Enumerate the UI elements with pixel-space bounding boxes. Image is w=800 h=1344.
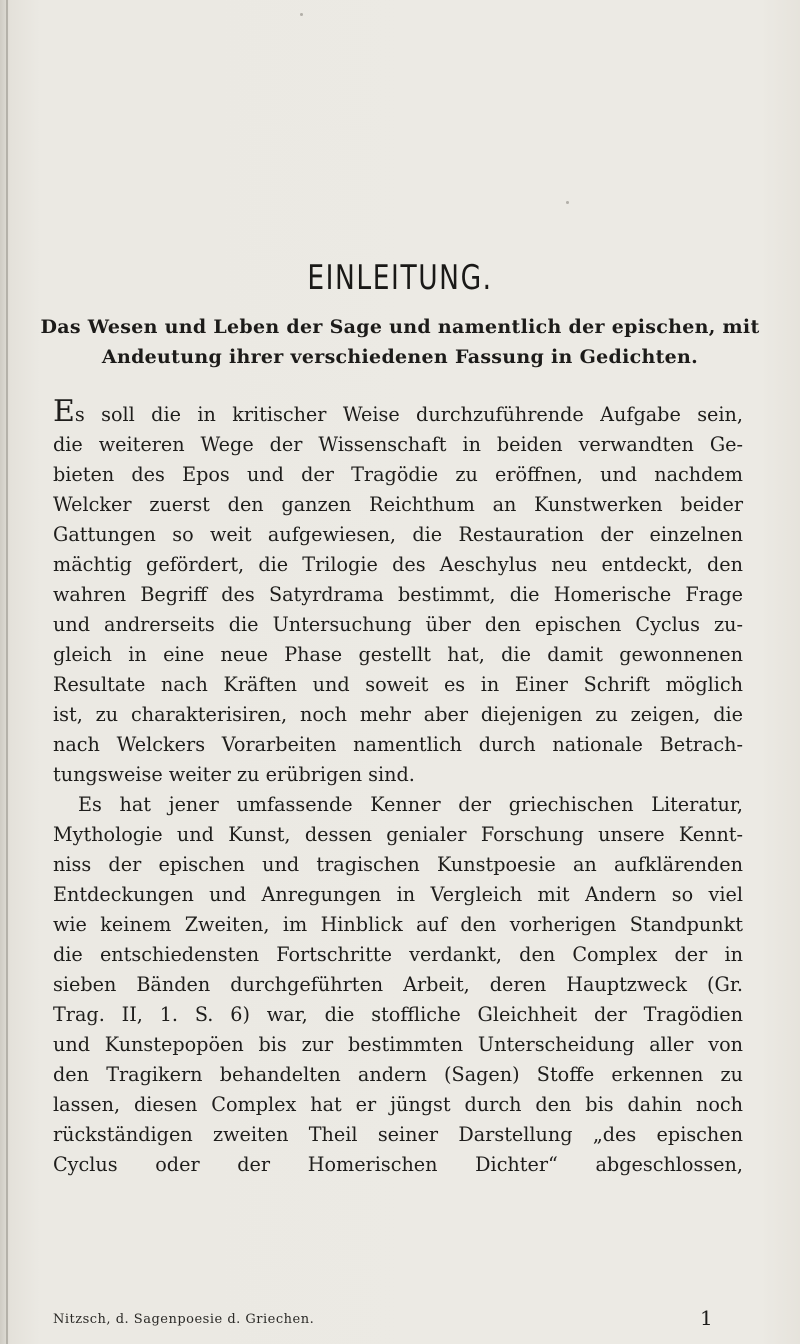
paragraph-1-line-11: ist, zu charakterisiren, noch mehr aber diejenigen zu zeigen, die — [53, 703, 743, 726]
paragraph-2-line-5: wie keinem Zweiten, im Hinblick auf den vorherigen Standpunkt — [53, 913, 743, 936]
paragraph-1-line-6: mächtig gefördert, die Trilogie des Aeschylus neu entdeckt, den — [53, 553, 743, 576]
paragraph-2-line-4: Entdeckungen und Anregungen in Vergleich mit Andern so viel — [53, 883, 743, 906]
paragraph-1-line-2: die weiteren Wege der Wissenschaft in beiden verwandten Ge- — [53, 433, 743, 456]
signature-page-number: 1 — [700, 1306, 713, 1330]
paragraph-1-line-3: bieten des Epos und der Tragödie zu eröffnen, und nachdem — [53, 463, 743, 486]
paper-speck — [300, 13, 303, 16]
paragraph-2-line-12: rückständigen zweiten Theil seiner Darstellung „des epischen — [53, 1123, 743, 1146]
paragraph-1-line-8: und andrerseits die Untersuchung über den epischen Cyclus zu- — [53, 613, 743, 636]
paragraph-1-line-7: wahren Begriff des Satyrdrama bestimmt, die Homerische Frage — [53, 583, 743, 606]
chapter-heading: EINLEITUNG. — [307, 258, 493, 298]
paragraph-2-line-11: lassen, diesen Complex hat er jüngst durch den bis dahin noch — [53, 1093, 743, 1116]
paragraph-2-line-10: den Tragikern behandelten andern (Sagen) Stoffe erkennen zu — [53, 1063, 743, 1086]
paragraph-2-line-8: Trag. II, 1. S. 6) war, die stoffliche Gleichheit der Tragödien — [53, 1003, 743, 1026]
paragraph-1-line-12: nach Welckers Vorarbeiten namentlich durch nationale Betrach- — [53, 733, 743, 756]
paragraph-1-line-1 — [53, 394, 743, 430]
paragraph-2-line-2: Mythologie und Kunst, dessen genialer Forschung unsere Kennt- — [53, 823, 743, 846]
paragraph-1-line-10: Resultate nach Kräften und soweit es in Einer Schrift möglich — [53, 673, 743, 696]
paragraph-1-line-5: Gattungen so weit aufgewiesen, die Restauration der einzelnen — [53, 523, 743, 546]
paragraph-2-line-9: und Kunstepopöen bis zur bestimmten Unterscheidung aller von — [53, 1033, 743, 1056]
paragraph-2-line-6: die entschiedensten Fortschritte verdankt, den Complex der in — [53, 943, 743, 966]
chapter-subtitle-line-1: Das Wesen und Leben der Sage und namentlich der epischen, mit — [40, 316, 760, 338]
page-binding-edge — [6, 0, 8, 1344]
paragraph-1-line-1-text: s soll die in kritischer Weise durchzuführende Aufgabe sein, — [74, 403, 743, 426]
drop-cap-letter: E — [53, 394, 75, 429]
chapter-subtitle-line-2: Andeutung ihrer verschiedenen Fassung in Gedichten. — [101, 346, 699, 368]
paragraph-1-line-4: Welcker zuerst den ganzen Reichthum an Kunstwerken beider — [53, 493, 743, 516]
paragraph-2-line-13: Cyclus oder der Homerischen Dichter“ abgeschlossen, — [53, 1153, 743, 1176]
paragraph-2-line-1: Es hat jener umfassende Kenner der griechischen Literatur, — [78, 793, 743, 816]
paragraph-1-line-13: tungsweise weiter zu erübrigen sind. — [53, 763, 415, 786]
paragraph-2-line-7: sieben Bänden durchgeführten Arbeit, deren Hauptzweck (Gr. — [53, 973, 743, 996]
paragraph-2-line-3: niss der epischen und tragischen Kunstpoesie an aufklärenden — [53, 853, 743, 876]
signature-line: Nitzsch, d. Sagenpoesie d. Griechen. — [53, 1312, 315, 1327]
paragraph-1-line-9: gleich in eine neue Phase gestellt hat, die damit gewonnenen — [53, 643, 743, 666]
paper-speck — [566, 201, 569, 204]
